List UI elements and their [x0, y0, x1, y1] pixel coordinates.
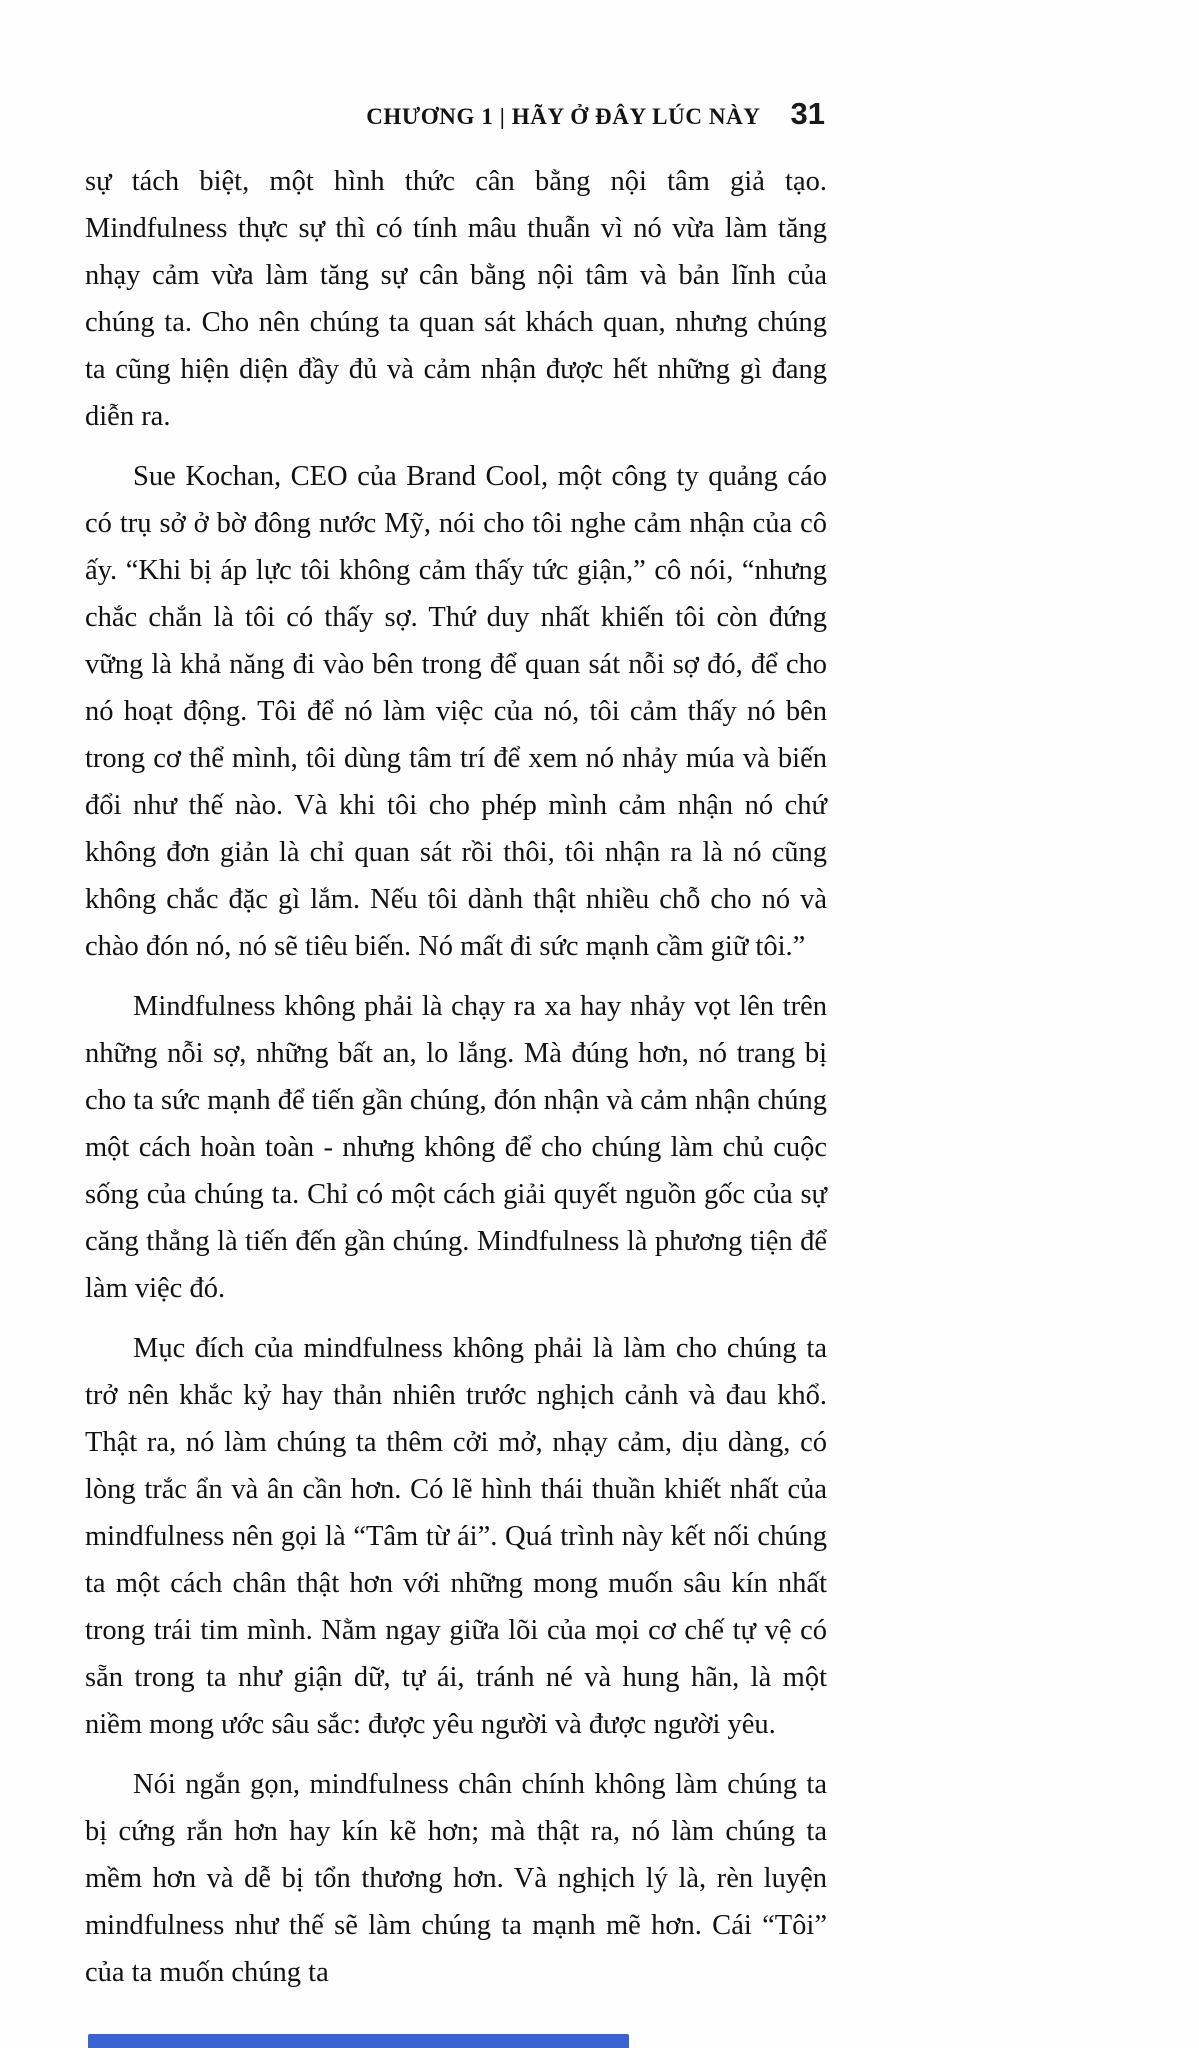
paragraph: Mục đích của mindfulness không phải là làm cho chúng ta trở nên khắc kỷ hay thản nhiên trước nghịch cảnh và đau khổ. Thật ra, nó làm chúng ta thêm cởi mở, nhạy cảm, dịu dàng, có lòng trắc ẩn và ân cần hơn. Có lẽ hình thái thuần khiết nhất của mindfulness nên gọi là “Tâm từ ái”. Quá trình này kết nối chúng ta một cách chân thật hơn với những mong muốn sâu kín nhất trong trái tim mình. Nằm ngay giữa lõi của mọi cơ chế tự vệ có sẵn trong ta như giận dữ, tự ái, tránh né và hung hãn, là một niềm mong ước sâu sắc: được yêu người và được người yêu. [85, 1333, 827, 1740]
running-header [85, 96, 825, 132]
bottom-highlight-bar [88, 2034, 629, 2048]
paragraph: Sue Kochan, CEO của Brand Cool, một công ty quảng cáo có trụ sở ở bờ đông nước Mỹ, nói cho tôi nghe cảm nhận của cô ấy. “Khi bị áp lực tôi không cảm thấy tức giận,” cô nói, “nhưng chắc chắn là tôi có thấy sợ. Thứ duy nhất khiến tôi còn đứng vững là khả năng đi vào bên trong để quan sát nỗi sợ đó, để cho nó hoạt động. Tôi để nó làm việc của nó, tôi cảm thấy nó bên trong cơ thể mình, tôi dùng tâm trí để xem nó nhảy múa và biến đổi như thế nào. Và khi tôi cho phép mình cảm nhận nó chứ không đơn giản là chỉ quan sát rồi thôi, tôi nhận ra là nó cũng không chắc đặc gì lắm. Nếu tôi dành thật nhiều chỗ cho nó và chào đón nó, nó sẽ tiêu biến. Nó mất đi sức mạnh cầm giữ tôi.” [85, 461, 827, 962]
page-body-text [85, 158, 827, 1996]
paragraph: sự tách biệt, một hình thức cân bằng nội tâm giả tạo. Mindfulness thực sự thì có tính mâu thuẫn vì nó vừa làm tăng nhạy cảm vừa làm tăng sự cân bằng nội tâm và bản lĩnh của chúng ta. Cho nên chúng ta quan sát khách quan, nhưng chúng ta cũng hiện diện đầy đủ và cảm nhận được hết những gì đang diễn ra. [85, 166, 827, 432]
chapter-header-label: CHƯƠNG 1 | HÃY Ở ĐÂY LÚC NÀY [366, 104, 761, 129]
paragraph: Mindfulness không phải là chạy ra xa hay nhảy vọt lên trên những nỗi sợ, những bất an, lo lắng. Mà đúng hơn, nó trang bị cho ta sức mạnh để tiến gần chúng, đón nhận và cảm nhận chúng một cách hoàn toàn - nhưng không để cho chúng làm chủ cuộc sống của chúng ta. Chỉ có một cách giải quyết nguồn gốc của sự căng thẳng là tiến đến gần chúng. Mindfulness là phương tiện để làm việc đó. [85, 991, 827, 1304]
paragraph: Nói ngắn gọn, mindfulness chân chính không làm chúng ta bị cứng rắn hơn hay kín kẽ hơn; mà thật ra, nó làm chúng ta mềm hơn và dễ bị tổn thương hơn. Và nghịch lý là, rèn luyện mindfulness như thế sẽ làm chúng ta mạnh mẽ hơn. Cái “Tôi” của ta muốn chúng ta [85, 1769, 827, 1988]
page-number: 31 [790, 96, 825, 131]
